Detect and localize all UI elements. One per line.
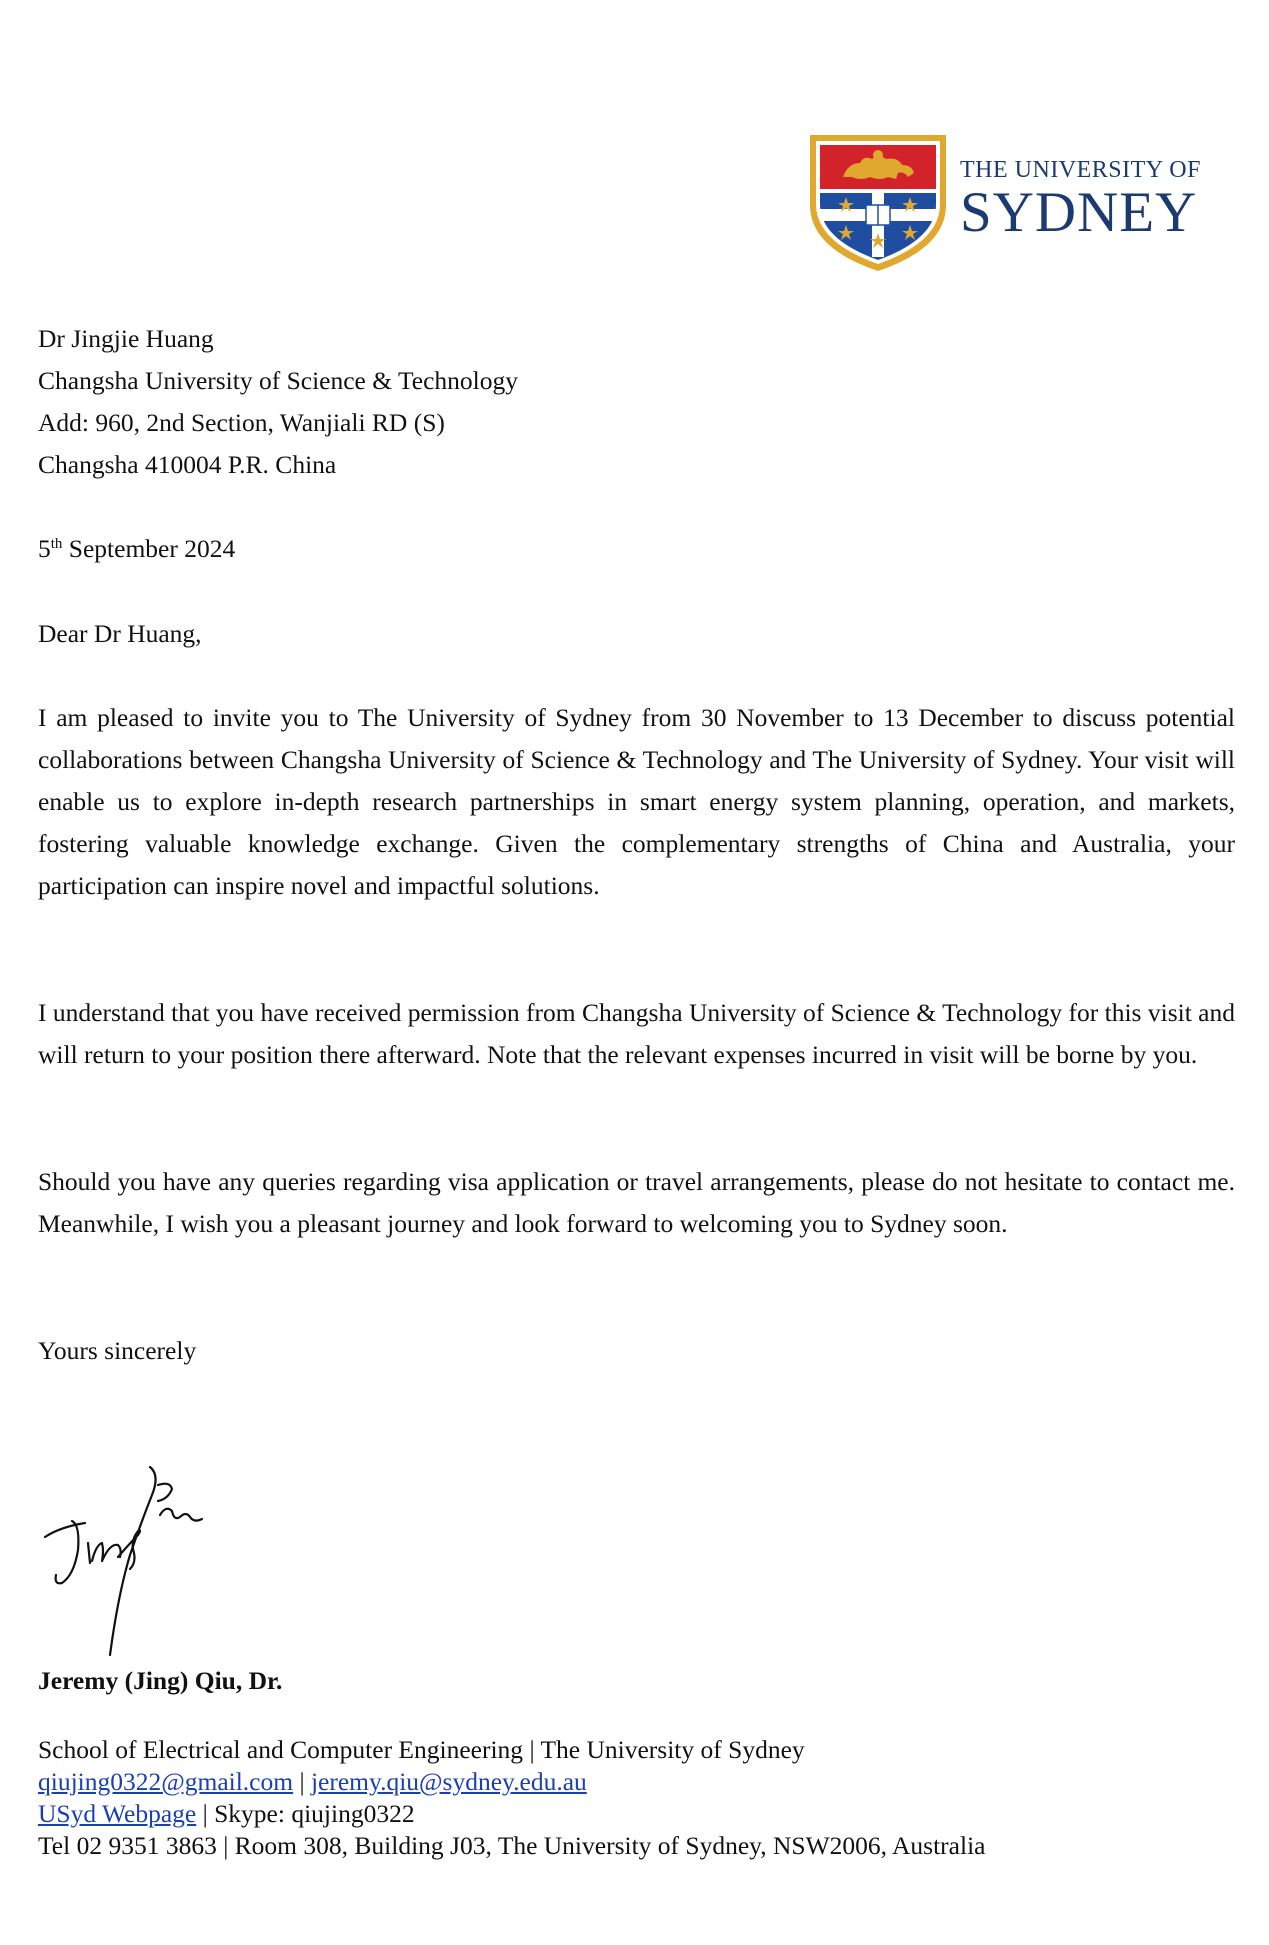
sender-phone-address-line: Tel 02 9351 3863 | Room 308, Building J03, The University of Sydney, NSW2006, Australia (38, 1831, 986, 1860)
sender-affiliation-line (38, 1734, 985, 1766)
email-link-sydney[interactable]: jeremy.qiu@sydney.edu.au (310, 1767, 587, 1796)
recipient-address-line-2: Changsha 410004 P.R. China (38, 450, 337, 479)
salutation: Dear Dr Huang, (38, 619, 202, 648)
handwritten-signature (40, 1465, 210, 1675)
recipient-name: Dr Jingjie Huang (38, 324, 214, 353)
separator: | (293, 1767, 311, 1796)
separator: | (196, 1799, 215, 1828)
body-paragraph-1: I am pleased to invite you to The University of Sydney from 30 November to 13 December to discuss potential collaborations between Changsha University of Science & Technology and The University of Sydney. Your visit will enable us to explore in-depth research partnerships in smart energy system planning, operation, and markets, fostering valuable knowledge exchange. Given the complementary strengths of China and Australia, your participation can inspire novel and impactful solutions. (38, 703, 1235, 900)
separator: | (523, 1735, 541, 1764)
closing: Yours sincerely (38, 1336, 197, 1365)
sender-name: Jeremy (Jing) Qiu, Dr. (38, 1666, 283, 1695)
letter-date (38, 528, 1235, 570)
university-crest-icon (808, 133, 948, 273)
sender-email-line (38, 1766, 985, 1798)
university-wordmark (960, 157, 1201, 244)
email-link-gmail[interactable]: qiujing0322@gmail.com (38, 1767, 294, 1796)
date-rest: September 2024 (62, 534, 236, 563)
wordmark-line-2: SYDNEY (960, 181, 1198, 244)
date-day: 5 (38, 534, 51, 563)
usyd-webpage-link[interactable]: USyd Webpage (38, 1799, 197, 1828)
sender-skype: Skype: qiujing0322 (214, 1799, 415, 1828)
recipient-institution: Changsha University of Science & Technology (38, 366, 519, 395)
body-paragraph-2: I understand that you have received permission from Changsha University of Science & Technology for this visit and will return to your position there afterward. Note that the relevant expenses incurred in visit will be borne by you. (38, 998, 1235, 1069)
sender-web-line (38, 1798, 985, 1830)
recipient-address-line-1: Add: 960, 2nd Section, Wanjiali RD (S) (38, 408, 445, 437)
sender-contact-block (38, 1734, 985, 1862)
wordmark-line-1: THE UNIVERSITY OF (960, 157, 1201, 183)
sender-school: School of Electrical and Computer Engineering (38, 1735, 524, 1764)
recipient-address (38, 318, 1235, 486)
date-suffix: th (50, 536, 63, 552)
sender-university: The University of Sydney (540, 1735, 805, 1764)
body-paragraph-3: Should you have any queries regarding visa application or travel arrangements, please do not hesitate to contact me. Meanwhile, I wish you a pleasant journey and look forward to welcoming you to Sydney soon. (38, 1167, 1235, 1238)
